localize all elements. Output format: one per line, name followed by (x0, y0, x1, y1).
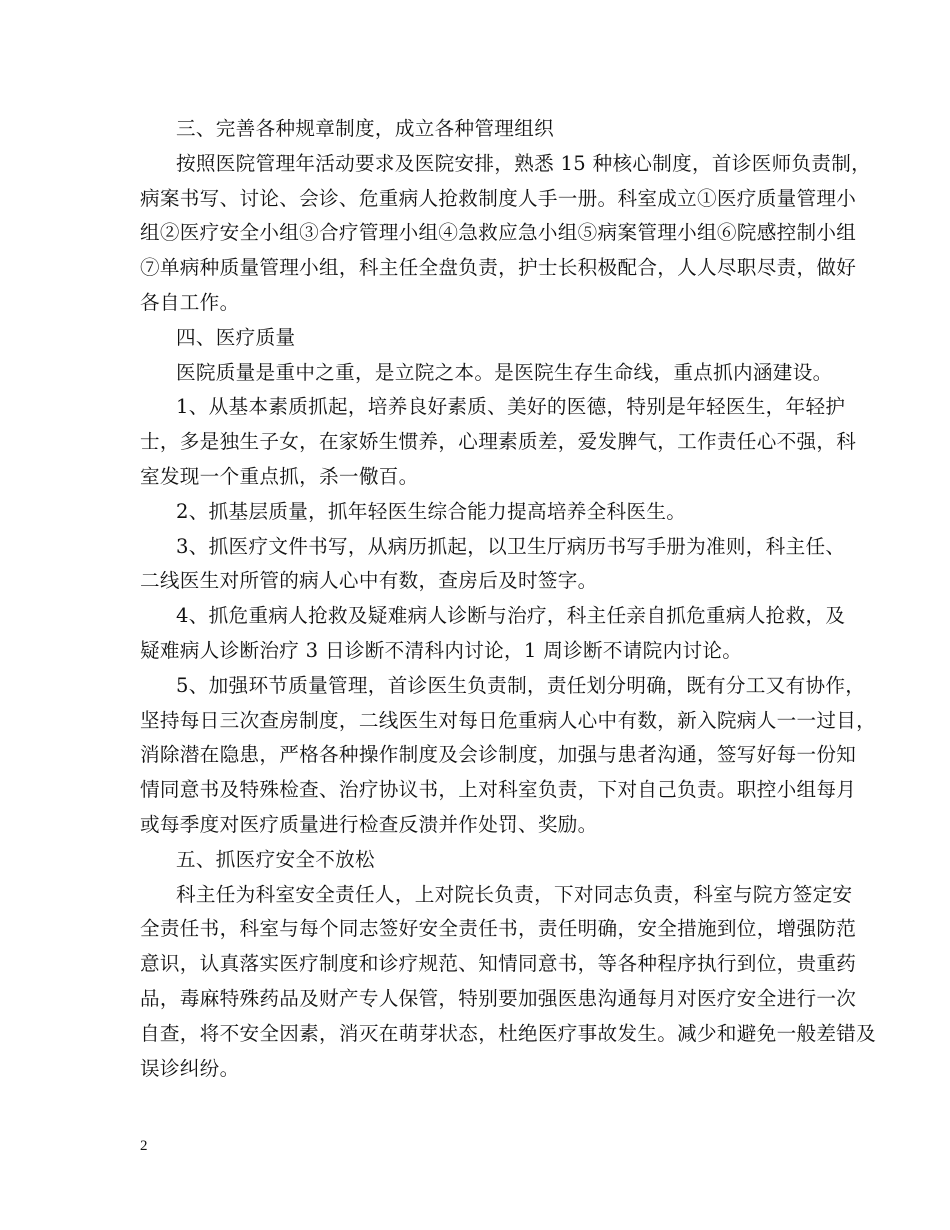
text-line: 五、抓医疗安全不放松 (176, 847, 375, 871)
text-line: 二线医生对所管的病人心中有数，查房后及时签字。 (140, 569, 598, 593)
text-line: 室发现一个重点抓，杀一儆百。 (140, 464, 419, 488)
text-line: 科主任为科室安全责任人，上对院长负责，下对同志负责，科室与院方签定安 (176, 882, 853, 906)
text-line: 品，毒麻特殊药品及财产专人保管，特别要加强医患沟通每月对医疗安全进行一次 (140, 986, 857, 1010)
text-line: 坚持每日三次查房制度，二线医生对每日危重病人心中有数，新入院病人一一过目， (140, 708, 877, 732)
text-line: 病案书写、讨论、会诊、危重病人抢救制度人手一册。科室成立①医疗质量管理小 (140, 186, 857, 210)
text-line: 三、完善各种规章制度，成立各种管理组织 (176, 117, 554, 140)
text-line: 疑难病人诊断治疗 3 日诊断不清科内讨论，1 周诊断不请院内讨论。 (140, 638, 743, 662)
text-line: 2、抓基层质量，抓年轻医生综合能力提高培养全科医生。 (176, 499, 687, 523)
text-line: 消除潜在隐患，严格各种操作制度及会诊制度，加强与患者沟通，签写好每一份知 (140, 743, 857, 767)
text-line: ⑦单病种质量管理小组，科主任全盘负责，护士长积极配合，人人尽职尽责，做好 (140, 256, 857, 280)
text-line: 组②医疗安全小组③合疗管理小组④急救应急小组⑤病案管理小组⑥院感控制小组 (140, 221, 857, 245)
text-line: 意识，认真落实医疗制度和诊疗规范、知情同意书，等各种程序执行到位，贵重药 (140, 952, 857, 976)
text-line: 医院质量是重中之重，是立院之本。是医院生存生命线，重点抓内涵建设。 (176, 360, 833, 384)
text-line: 1、从基本素质抓起，培养良好素质、美好的医德，特别是年轻医生，年轻护 (176, 395, 846, 419)
text-line: 误诊纠纷。 (140, 1056, 240, 1080)
text-line: 士，多是独生子女，在家娇生惯养，心理素质差，爱发脾气，工作责任心不强，科 (140, 430, 857, 454)
text-line: 情同意书及特殊检查、治疗协议书，上对科室负责，下对自己负责。职控小组每月 (140, 778, 857, 802)
text-line: 四、医疗质量 (176, 325, 296, 349)
text-line: 3、抓医疗文件书写，从病历抓起，以卫生厅病历书写手册为准则，科主任、 (176, 534, 846, 558)
document-body (140, 112, 877, 1086)
text-line: 自查，将不安全因素，消灭在萌芽状态，杜绝医疗事故发生。减少和避免一般差错及 (140, 1021, 877, 1045)
text-line: 各自工作。 (140, 290, 240, 314)
page-number: 2 (140, 1138, 148, 1154)
text-line: 按照医院管理年活动要求及医院安排，熟悉 15 种核心制度，首诊医师负责制， (176, 151, 872, 175)
text-line: 全责任书，科室与每个同志签好安全责任书，责任明确，安全措施到位，增强防范 (140, 917, 857, 941)
text-line: 4、抓危重病人抢救及疑难病人诊断与治疗，科主任亲自抓危重病人抢救，及 (176, 604, 846, 628)
text-line: 或每季度对医疗质量进行检查反溃并作处罚、奖励。 (140, 812, 598, 836)
text-line: 5、加强环节质量管理，首诊医生负责制，责任划分明确，既有分工又有协作， (176, 673, 866, 697)
